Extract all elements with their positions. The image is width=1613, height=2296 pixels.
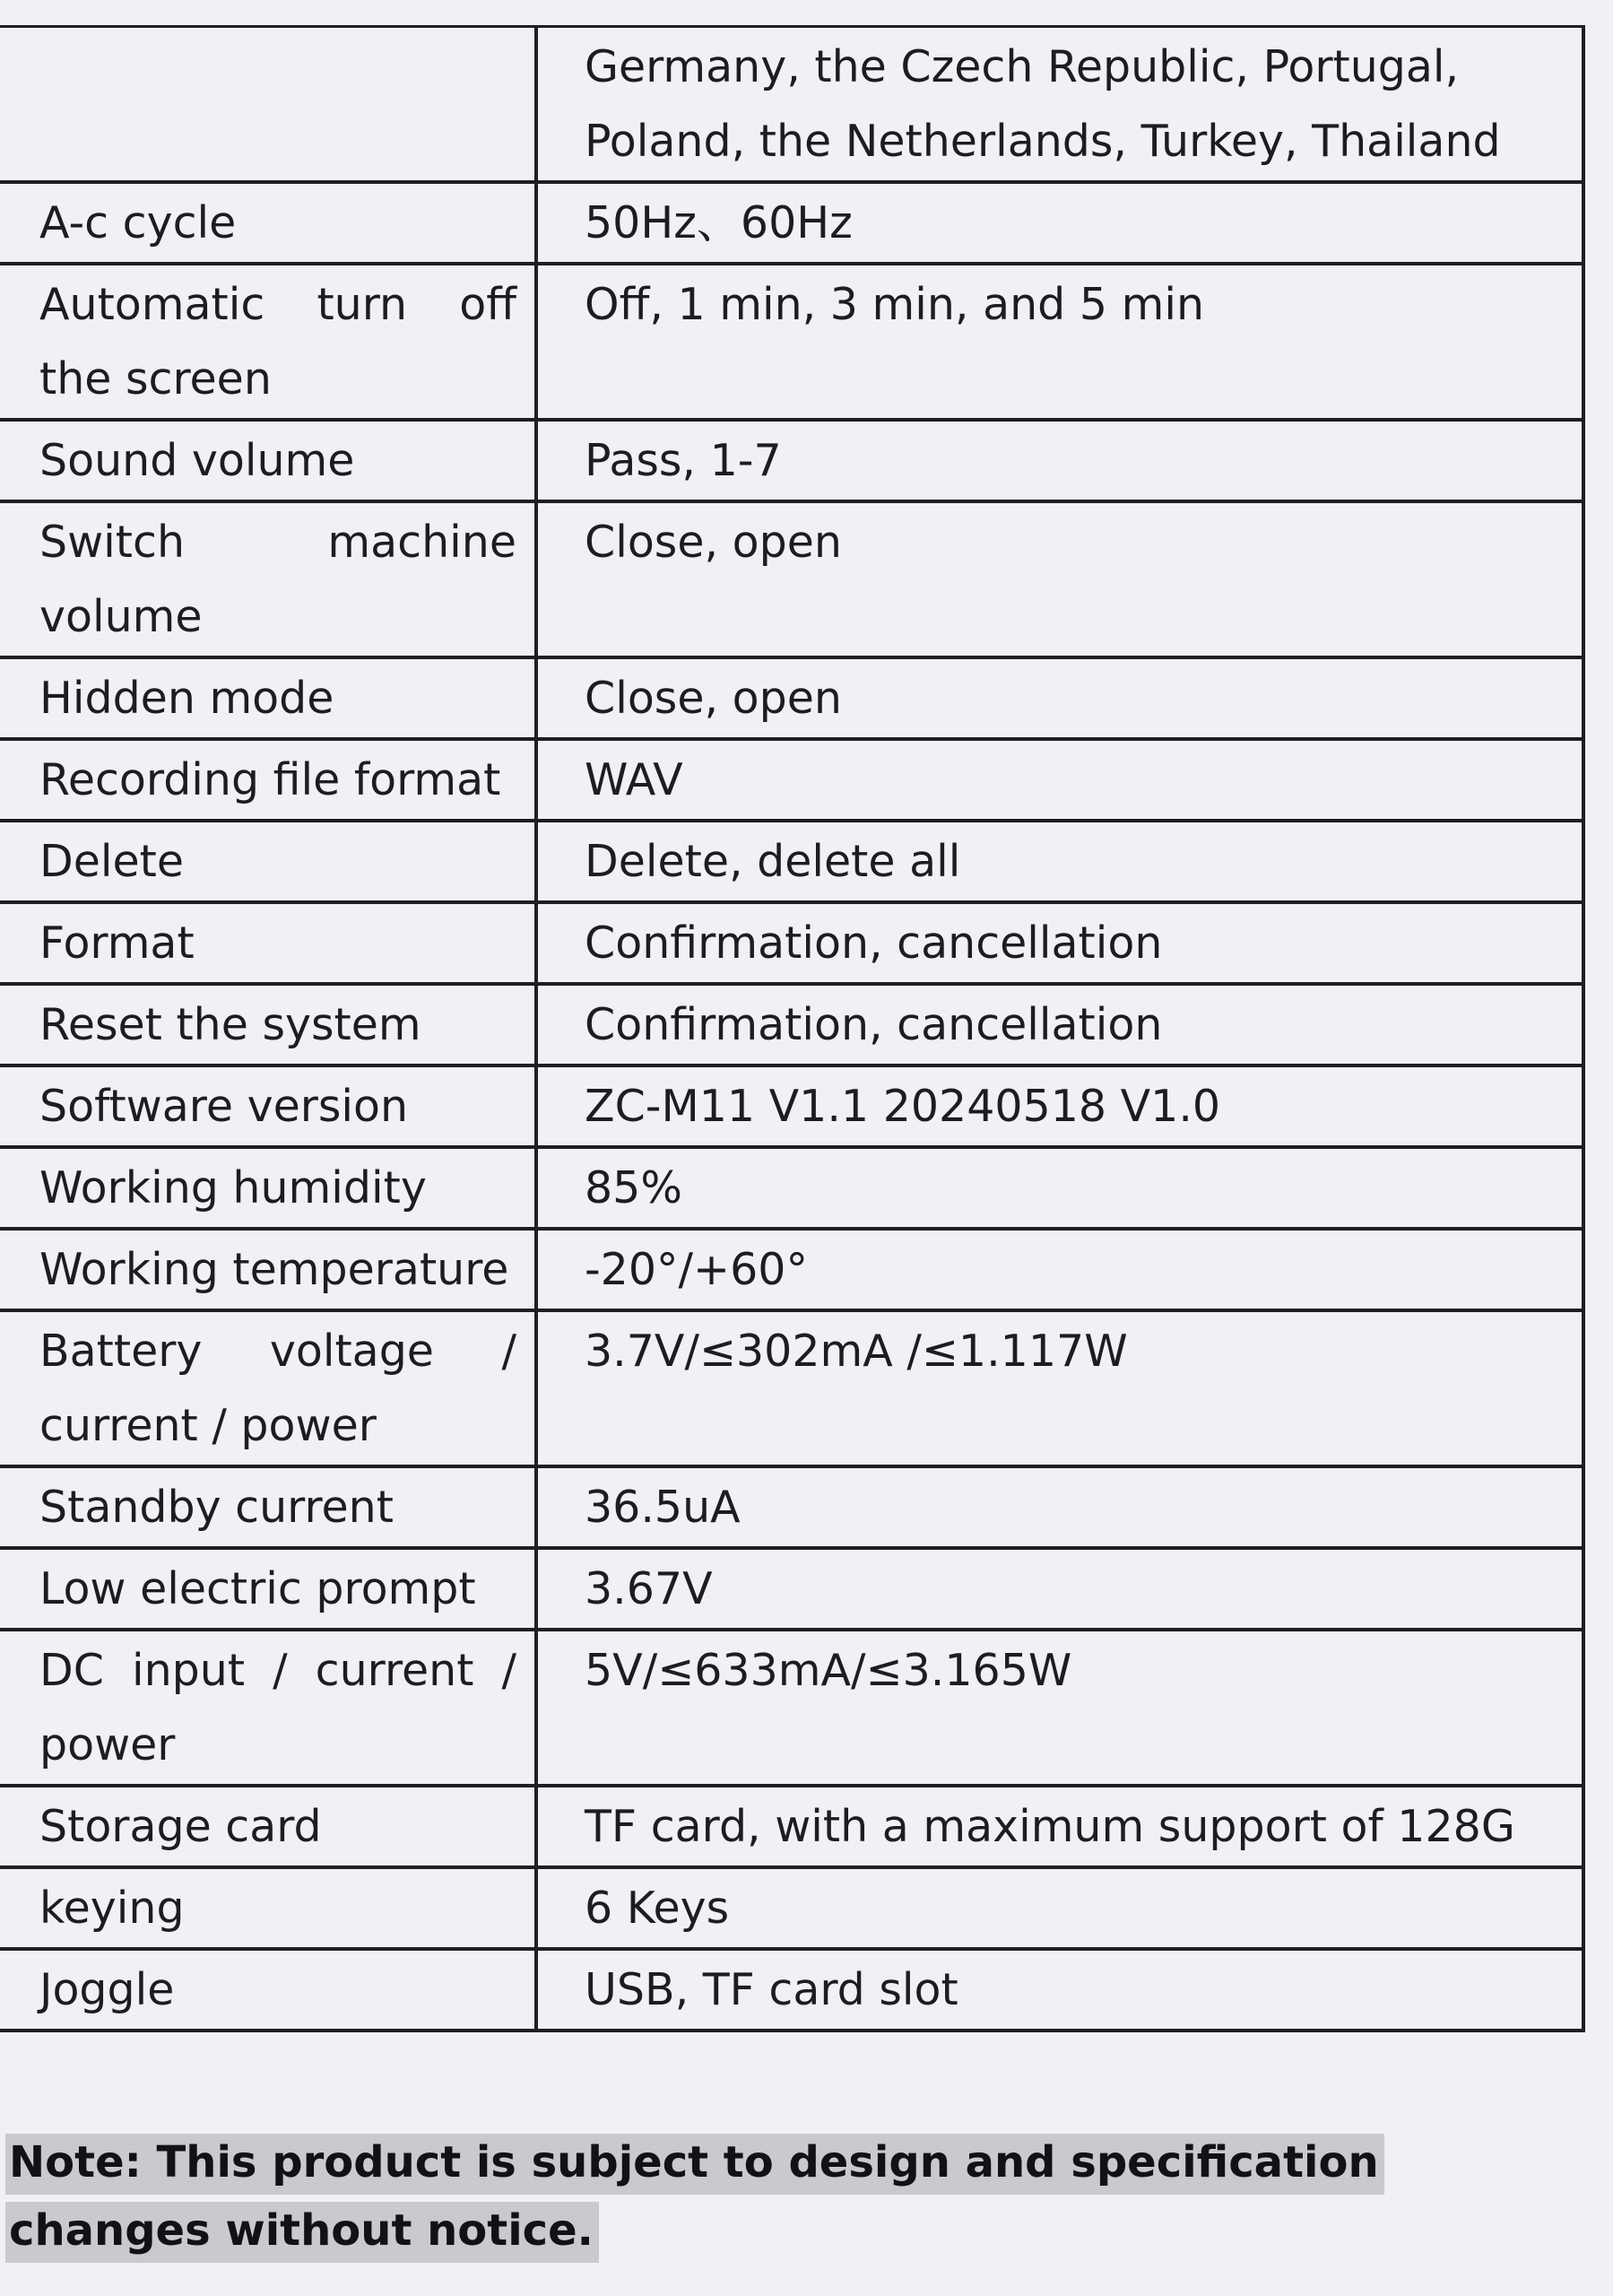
spec-value: Pass, 1-7 [536,420,1583,501]
spec-label: Standby current [0,1466,536,1548]
spec-value: -20°/+60° [536,1229,1583,1310]
spec-value: 50Hz、60Hz [536,182,1583,264]
spec-label: keying [0,1867,536,1949]
spec-label: Joggle [0,1949,536,2031]
table-row [0,821,1583,902]
spec-value-regions: Germany, the Czech Republic, Portugal, Poland, the Netherlands, Turkey, Thailand [536,27,1583,183]
spec-label: A-c cycle [0,182,536,264]
spec-value: 5V/≤633mA/≤3.165W [536,1630,1583,1786]
spec-label: Sound volume [0,420,536,501]
spec-label [0,27,536,183]
table-row [0,1310,1583,1466]
table-row [0,420,1583,501]
spec-value: Close, open [536,501,1583,657]
spec-label: Recording file format [0,739,536,821]
spec-value: WAV [536,739,1583,821]
table-row [0,1630,1583,1786]
spec-value: 3.67V [536,1548,1583,1630]
table-row [0,1949,1583,2031]
table-row [0,1867,1583,1949]
spec-value: Close, open [536,657,1583,739]
spec-label: Switch machine volume [0,501,536,657]
table-row [0,1466,1583,1548]
table-row [0,739,1583,821]
table-row [0,1147,1583,1229]
spec-label: Hidden mode [0,657,536,739]
table-row [0,264,1583,420]
table-row [0,657,1583,739]
spec-value: USB, TF card slot [536,1949,1583,2031]
specification-table [0,25,1585,2032]
spec-label: Automatic turn off the screen [0,264,536,420]
disclaimer-note [5,2128,1476,2265]
table-row [0,1786,1583,1867]
spec-value: Off, 1 min, 3 min, and 5 min [536,264,1583,420]
spec-label: Battery voltage / current / power [0,1310,536,1466]
spec-value: 6 Keys [536,1867,1583,1949]
spec-value: 36.5uA [536,1466,1583,1548]
spec-label: Delete [0,821,536,902]
spec-label: DC input / current / power [0,1630,536,1786]
spec-label: Reset the system [0,984,536,1065]
table-row [0,984,1583,1065]
spec-label: Working temperature [0,1229,536,1310]
table-row [0,501,1583,657]
spec-value: Delete, delete all [536,821,1583,902]
spec-value: Confirmation, cancellation [536,902,1583,984]
spec-value: ZC-M11 V1.1 20240518 V1.0 [536,1065,1583,1147]
spec-label: Storage card [0,1786,536,1867]
table-row [0,1065,1583,1147]
spec-label: Software version [0,1065,536,1147]
table-row [0,902,1583,984]
spec-value: TF card, with a maximum support of 128G [536,1786,1583,1867]
spec-value: 85% [536,1147,1583,1229]
spec-label: Format [0,902,536,984]
spec-label: Working humidity [0,1147,536,1229]
table-row [0,1548,1583,1630]
table-row [0,27,1583,183]
spec-value: 3.7V/≤302mA /≤1.117W [536,1310,1583,1466]
table-row [0,1229,1583,1310]
spec-value: Confirmation, cancellation [536,984,1583,1065]
spec-label: Low electric prompt [0,1548,536,1630]
table-row [0,182,1583,264]
note-text: Note: This product is subject to design and specification changes without notice. [5,2134,1384,2263]
